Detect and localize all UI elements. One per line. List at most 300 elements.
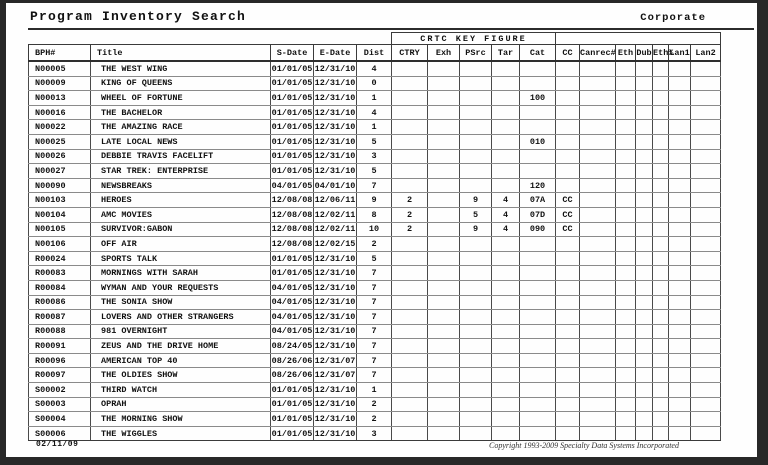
cell: CC: [556, 193, 580, 208]
cell: CC: [556, 222, 580, 237]
column-header-psrc: PSrc: [460, 45, 492, 62]
cell: 04/01/10: [314, 178, 357, 193]
cell: [691, 222, 721, 237]
cell: [616, 149, 636, 164]
cell: [580, 426, 616, 441]
cell: 7: [357, 280, 392, 295]
cell: [636, 280, 653, 295]
cell: [460, 251, 492, 266]
cell: [520, 237, 556, 252]
cell: [580, 383, 616, 398]
cell-title: MORNINGS WITH SARAH: [91, 266, 271, 281]
cell: [428, 222, 460, 237]
cell-bph: N00106: [29, 237, 91, 252]
cell: 04/01/05: [271, 295, 314, 310]
group-row-spacer-right: [556, 33, 721, 45]
cell-title: DEBBIE TRAVIS FACELIFT: [91, 149, 271, 164]
table-row: [29, 237, 721, 252]
cell: [636, 266, 653, 281]
cell: [556, 134, 580, 149]
cell: [669, 251, 691, 266]
cell: [653, 207, 669, 222]
cell: [653, 193, 669, 208]
cell: [616, 237, 636, 252]
cell: 01/01/05: [271, 76, 314, 91]
cell-title: ZEUS AND THE DRIVE HOME: [91, 339, 271, 354]
report-page: [6, 3, 757, 457]
cell-title: 981 OVERNIGHT: [91, 324, 271, 339]
cell: [492, 397, 520, 412]
group-row-spacer-left: [29, 33, 392, 45]
cell: [669, 324, 691, 339]
cell: [616, 280, 636, 295]
cell: 7: [357, 324, 392, 339]
table-body: [29, 61, 721, 441]
cell: [636, 426, 653, 441]
cell: [392, 134, 428, 149]
cell: [428, 280, 460, 295]
column-header-row: [29, 45, 721, 62]
cell: [669, 134, 691, 149]
cell: [556, 266, 580, 281]
cell: [691, 266, 721, 281]
cell: 8: [357, 207, 392, 222]
table-row: [29, 164, 721, 179]
cell: [428, 251, 460, 266]
cell: [392, 426, 428, 441]
cell: [691, 149, 721, 164]
table-row: [29, 295, 721, 310]
cell: [691, 178, 721, 193]
cell: [653, 149, 669, 164]
cell: [460, 280, 492, 295]
cell: [428, 76, 460, 91]
cell: 12/31/10: [314, 280, 357, 295]
cell: 04/01/05: [271, 310, 314, 325]
cell: 0: [357, 76, 392, 91]
cell: [460, 368, 492, 383]
table-row: [29, 426, 721, 441]
cell: [616, 61, 636, 76]
cell: [616, 193, 636, 208]
cell: 5: [357, 134, 392, 149]
cell: [492, 383, 520, 398]
cell: [691, 295, 721, 310]
column-header-tar: Tar: [492, 45, 520, 62]
cell: [460, 91, 492, 106]
cell: [556, 353, 580, 368]
cell: [616, 134, 636, 149]
cell: [616, 339, 636, 354]
column-header-bph: BPH#: [29, 45, 91, 62]
cell: [492, 149, 520, 164]
cell: 10: [357, 222, 392, 237]
cell: 120: [520, 178, 556, 193]
cell: [691, 397, 721, 412]
cell: 12/31/10: [314, 426, 357, 441]
cell: 9: [357, 193, 392, 208]
cell: 12/31/10: [314, 339, 357, 354]
cell: 01/01/05: [271, 61, 314, 76]
cell: [460, 339, 492, 354]
cell: [636, 353, 653, 368]
cell: [653, 237, 669, 252]
cell: 12/31/10: [314, 310, 357, 325]
cell: [492, 295, 520, 310]
cell-bph: S00003: [29, 397, 91, 412]
cell: [691, 134, 721, 149]
cell: 12/31/10: [314, 120, 357, 135]
cell: [556, 295, 580, 310]
cell: [460, 383, 492, 398]
cell: [653, 339, 669, 354]
cell: [669, 164, 691, 179]
cell: [392, 105, 428, 120]
cell: [653, 164, 669, 179]
table-row: [29, 105, 721, 120]
cell: [616, 295, 636, 310]
cell: [669, 266, 691, 281]
cell: [636, 193, 653, 208]
cell: [556, 339, 580, 354]
cell: [580, 120, 616, 135]
cell: [691, 412, 721, 427]
cell: [616, 266, 636, 281]
cell: [653, 91, 669, 106]
table-row: [29, 310, 721, 325]
cell-title: KING OF QUEENS: [91, 76, 271, 91]
cell-bph: R00083: [29, 266, 91, 281]
cell: [392, 120, 428, 135]
cell: [636, 339, 653, 354]
cell: [616, 251, 636, 266]
group-header-row: [29, 33, 721, 45]
cell: [580, 339, 616, 354]
cell: [616, 222, 636, 237]
cell: [636, 310, 653, 325]
cell: [653, 266, 669, 281]
cell: [616, 426, 636, 441]
page-title: Program Inventory Search: [30, 9, 247, 24]
cell: 01/01/05: [271, 164, 314, 179]
cell: [392, 310, 428, 325]
cell: [580, 207, 616, 222]
cell: [616, 324, 636, 339]
cell: 12/31/10: [314, 397, 357, 412]
cell: 7: [357, 310, 392, 325]
cell: 12/31/10: [314, 324, 357, 339]
cell-bph: R00087: [29, 310, 91, 325]
cell: [556, 324, 580, 339]
cell: 08/26/06: [271, 368, 314, 383]
cell: 4: [357, 105, 392, 120]
cell: [492, 237, 520, 252]
cell: [492, 178, 520, 193]
table-row: [29, 280, 721, 295]
column-header-canrec: Canrec#: [580, 45, 616, 62]
cell: 2: [357, 397, 392, 412]
cell: [460, 353, 492, 368]
cell: [636, 251, 653, 266]
cell: [392, 178, 428, 193]
table-row: [29, 149, 721, 164]
cell: [392, 324, 428, 339]
cell: [636, 164, 653, 179]
cell: [428, 426, 460, 441]
cell: 010: [520, 134, 556, 149]
cell: [556, 105, 580, 120]
cell: [669, 237, 691, 252]
cell: 12/31/10: [314, 76, 357, 91]
cell: [636, 76, 653, 91]
cell-bph: R00096: [29, 353, 91, 368]
column-header-edate: E-Date: [314, 45, 357, 62]
cell: [460, 310, 492, 325]
cell: [691, 324, 721, 339]
cell: [669, 412, 691, 427]
cell: [691, 426, 721, 441]
cell: [492, 76, 520, 91]
cell: [556, 164, 580, 179]
program-inventory-table: [28, 32, 721, 441]
cell: 12/31/10: [314, 412, 357, 427]
cell: [492, 120, 520, 135]
cell: [653, 280, 669, 295]
table-row: [29, 178, 721, 193]
cell: [580, 295, 616, 310]
cell: 12/02/11: [314, 207, 357, 222]
cell: [616, 353, 636, 368]
cell: [616, 397, 636, 412]
cell: 4: [492, 193, 520, 208]
cell: [520, 76, 556, 91]
cell: 7: [357, 295, 392, 310]
column-header-dub: Dub: [636, 45, 653, 62]
cell: [636, 368, 653, 383]
table-header: [29, 33, 721, 62]
crtc-key-figure-group-header: CRTC KEY FIGURE: [392, 33, 556, 45]
column-header-lan1: Lan1: [669, 45, 691, 62]
cell: [580, 251, 616, 266]
cell: 12/31/10: [314, 383, 357, 398]
table-row: [29, 353, 721, 368]
table-row: [29, 120, 721, 135]
cell: [392, 339, 428, 354]
cell: [428, 237, 460, 252]
cell: [492, 412, 520, 427]
cell: 4: [357, 61, 392, 76]
cell: [691, 207, 721, 222]
cell: 08/26/06: [271, 353, 314, 368]
cell: [556, 426, 580, 441]
cell: [653, 324, 669, 339]
cell: [636, 178, 653, 193]
cell: 01/01/05: [271, 91, 314, 106]
cell: [428, 295, 460, 310]
cell: 01/01/05: [271, 105, 314, 120]
cell: [392, 397, 428, 412]
column-header-title: Title: [91, 45, 271, 62]
cell: [669, 178, 691, 193]
cell: 07D: [520, 207, 556, 222]
cell: [460, 397, 492, 412]
cell: 12/31/10: [314, 61, 357, 76]
cell: [691, 120, 721, 135]
column-header-cat: Cat: [520, 45, 556, 62]
cell: [636, 383, 653, 398]
cell: 2: [357, 412, 392, 427]
cell: [653, 134, 669, 149]
cell: CC: [556, 207, 580, 222]
cell: 12/31/10: [314, 295, 357, 310]
cell: 5: [357, 164, 392, 179]
cell: 12/08/08: [271, 193, 314, 208]
cell: [492, 134, 520, 149]
cell: [492, 353, 520, 368]
cell: [428, 324, 460, 339]
cell: 12/31/07: [314, 353, 357, 368]
cell: [520, 426, 556, 441]
column-header-ctry: CTRY: [392, 45, 428, 62]
cell: [460, 266, 492, 281]
cell: 2: [392, 207, 428, 222]
cell: [428, 383, 460, 398]
report-footer: [6, 440, 757, 452]
cell: [428, 368, 460, 383]
table-row: [29, 193, 721, 208]
cell: [556, 149, 580, 164]
cell-title: THE WEST WING: [91, 61, 271, 76]
cell: [653, 222, 669, 237]
cell: [460, 426, 492, 441]
cell: [492, 61, 520, 76]
cell: [580, 76, 616, 91]
cell: [669, 368, 691, 383]
cell: [460, 324, 492, 339]
cell: [460, 295, 492, 310]
cell: 1: [357, 383, 392, 398]
cell: [520, 412, 556, 427]
cell: 12/31/10: [314, 149, 357, 164]
cell: [636, 91, 653, 106]
cell: [616, 412, 636, 427]
table-row: [29, 368, 721, 383]
cell: [492, 266, 520, 281]
cell: 7: [357, 353, 392, 368]
column-header-eth: Eth%: [653, 45, 669, 62]
cell-bph: N00009: [29, 76, 91, 91]
cell: 12/08/08: [271, 222, 314, 237]
table-row: [29, 412, 721, 427]
cell: 01/01/05: [271, 120, 314, 135]
cell: [520, 383, 556, 398]
cell: [691, 76, 721, 91]
column-header-sdate: S-Date: [271, 45, 314, 62]
cell-title: THE WIGGLES: [91, 426, 271, 441]
cell-title: LATE LOCAL NEWS: [91, 134, 271, 149]
cell: [460, 412, 492, 427]
table-row: [29, 76, 721, 91]
cell-bph: R00088: [29, 324, 91, 339]
cell: [556, 368, 580, 383]
cell: 12/31/10: [314, 251, 357, 266]
cell-title: WHEEL OF FORTUNE: [91, 91, 271, 106]
table-row: [29, 222, 721, 237]
table-row: [29, 134, 721, 149]
table-row: [29, 339, 721, 354]
cell-bph: S00006: [29, 426, 91, 441]
cell: [428, 207, 460, 222]
cell: 1: [357, 120, 392, 135]
cell: [428, 397, 460, 412]
cell-bph: N00105: [29, 222, 91, 237]
cell: [392, 237, 428, 252]
column-header-exh: Exh: [428, 45, 460, 62]
cell-title: THIRD WATCH: [91, 383, 271, 398]
cell: [556, 383, 580, 398]
cell: 12/02/15: [314, 237, 357, 252]
cell: [392, 251, 428, 266]
cell: [691, 310, 721, 325]
cell: [520, 280, 556, 295]
cell: [616, 207, 636, 222]
cell: 2: [392, 222, 428, 237]
cell: 4: [492, 222, 520, 237]
cell: [691, 251, 721, 266]
cell: [520, 339, 556, 354]
cell: 7: [357, 339, 392, 354]
cell: 9: [460, 193, 492, 208]
cell: [580, 193, 616, 208]
cell-bph: N00026: [29, 149, 91, 164]
cell: [492, 324, 520, 339]
cell-title: HEROES: [91, 193, 271, 208]
cell: [460, 164, 492, 179]
table-row: [29, 266, 721, 281]
cell: [636, 412, 653, 427]
cell: [636, 207, 653, 222]
cell: [520, 295, 556, 310]
cell: [616, 164, 636, 179]
cell: [392, 412, 428, 427]
cell: 7: [357, 368, 392, 383]
cell: [616, 105, 636, 120]
cell: [669, 207, 691, 222]
cell: [691, 237, 721, 252]
cell: 090: [520, 222, 556, 237]
cell: [580, 412, 616, 427]
cell: [669, 426, 691, 441]
cell-title: SPORTS TALK: [91, 251, 271, 266]
cell: [669, 310, 691, 325]
cell: 12/08/08: [271, 237, 314, 252]
cell: [669, 280, 691, 295]
cell-bph: N00104: [29, 207, 91, 222]
cell: [392, 266, 428, 281]
cell: 12/31/10: [314, 105, 357, 120]
cell: [520, 266, 556, 281]
cell: [653, 412, 669, 427]
cell-title: AMC MOVIES: [91, 207, 271, 222]
cell: [691, 353, 721, 368]
cell: [580, 134, 616, 149]
cell: 01/01/05: [271, 134, 314, 149]
cell: [428, 120, 460, 135]
cell: [616, 368, 636, 383]
cell: [691, 383, 721, 398]
cell: 12/31/10: [314, 134, 357, 149]
cell: 04/01/05: [271, 280, 314, 295]
